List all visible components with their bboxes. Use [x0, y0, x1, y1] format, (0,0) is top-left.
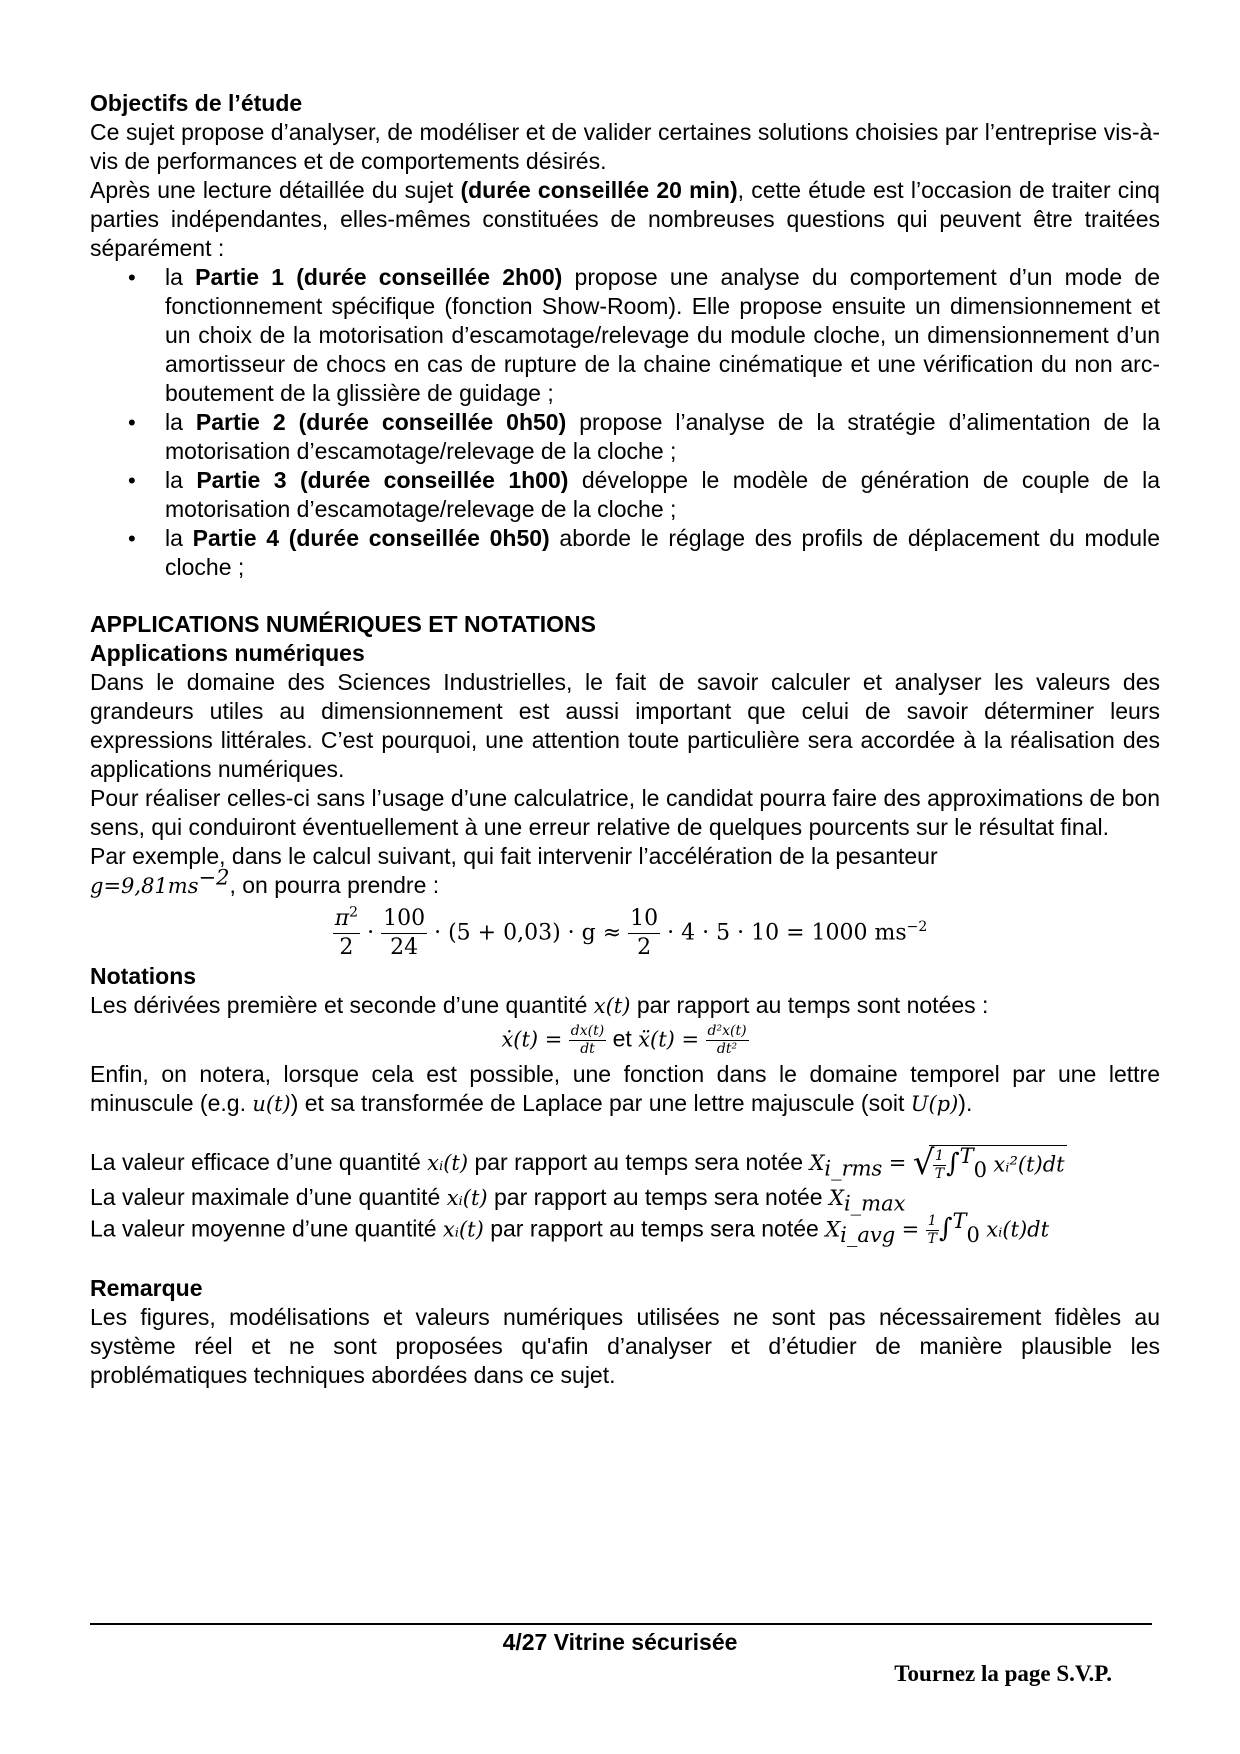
turn-page-note: Tournez la page S.V.P. [894, 1661, 1112, 1686]
applications-subtitle: Applications numériques [90, 640, 365, 666]
notations-title: Notations [90, 963, 197, 989]
remark-paragraph: Les figures, modélisations et valeurs numériques utilisées ne sont pas nécessairement fidèles au système réel et ne sont proposées qu'afin d’analyser et d’étudier de manière plausible les problématiques techniques abordées dans ce sujet. [90, 1304, 1160, 1388]
list-item: • la Partie 1 (durée conseillée 2h00) propose une analyse du comportement d’un mode de fonctionnement spécifique (fonction Show-Room). Elle propose ensuite un dimensionnement et un choix de la motorisation d’escamotage/relevage du module cloche, un dimensionnement d’un amortisseur de chocs en cas de rupture de la chaine cinématique et une vérification du non arc-boutement de la glissière de guidage ; [90, 263, 1160, 408]
footer-divider [90, 1623, 1152, 1625]
max-definition: La valeur maximale d’une quantité xᵢ(t) par rapport au temps sera notée $X_{i\_max}$ [90, 1184, 906, 1216]
applications-paragraph-2: Pour réaliser celles-ci sans l’usage d’une calculatrice, le candidat pourra faire des approximations de bon sens, qui conduiront éventuellement à une erreur relative de quelques pourcents sur le résultat final. [90, 785, 1160, 840]
rms-definition: La valeur efficace d’une quantité xᵢ(t) par rapport au temps sera notée $X_{i\_rms}$ = √ $\frac{1}{T}$ ∫$^T_0$ xᵢ²(t)dt [90, 1143, 1065, 1183]
page-content [90, 89, 1160, 1390]
objectives-paragraph-2: Après une lecture détaillée du sujet (durée conseillée 20 min), cette étude est l’occasion de traiter cinq parties indépendantes, elles-mêmes constituées de nombreuses questions qui peuvent être traitées séparément : [90, 177, 1160, 261]
page-number: 4/27 Vitrine sécurisée [502, 1629, 738, 1655]
example-equation: $\frac{\pi^2}{2}$ · $\frac{100}{24}$ · (5 + 0,03) · g ≈ $\frac{10}{2}$ · 4 · 5 · 10 = 1000 $ms^{-2}$ [334, 904, 928, 960]
derivatives-equation: ẋ(t) = $\frac{dx(t)}{dt}$ et ẍ(t) = $\frac{\text{d²x(t)}}{\text{dt²}}$ [501, 1023, 747, 1057]
applications-title: APPLICATIONS NUMÉRIQUES ET NOTATIONS [90, 611, 597, 637]
notations-paragraph-1: Les dérivées première et seconde d’une quantité x(t) par rapport au temps sont notées : [90, 992, 989, 1018]
remark-title: Remarque [90, 1275, 203, 1301]
objectives-title: Objectifs de l’étude [90, 90, 303, 116]
applications-paragraph-3: Par exemple, dans le calcul suivant, qui fait intervenir l’accélération de la pesanteur $g=9,81ms^{-2}$, on pourra prendre : [90, 843, 938, 898]
list-item: • la Partie 3 (durée conseillée 1h00) développe le modèle de génération de couple de la motorisation d’escamotage/relevage de la cloche ; [90, 466, 1160, 524]
list-item: • la Partie 4 (durée conseillée 0h50) aborde le réglage des profils de déplacement du module cloche ; [90, 524, 1160, 582]
avg-definition: La valeur moyenne d’une quantité xᵢ(t) par rapport au temps sera notée $X_{i\_avg}$ = $\frac{1}{T}$ ∫$^T_0$ xᵢ(t)dt [90, 1208, 1050, 1248]
notations-paragraph-2: Enfin, on notera, lorsque cela est possible, une fonction dans le domaine temporel par une lettre minuscule (e.g. u(t)) et sa transformée de Laplace par une lettre majuscule (soit U(p)). [90, 1061, 1160, 1116]
applications-paragraph-1: Dans le domaine des Sciences Industrielles, le fait de savoir calculer et analyser les valeurs des grandeurs utiles au dimensionnement est aussi important que celui de savoir déterminer leurs expressions littérales. C’est pourquoi, une attention toute particulière sera accordée à la réalisation des applications numériques. [90, 669, 1160, 782]
parts-list [90, 263, 1160, 582]
list-item: • la Partie 2 (durée conseillée 0h50) propose l’analyse de la stratégie d’alimentation de la motorisation d’escamotage/relevage de la cloche ; [90, 408, 1160, 466]
objectives-paragraph-1: Ce sujet propose d’analyser, de modéliser et de valider certaines solutions choisies par l’entreprise vis-à-vis de performances et de comportements désirés. [90, 119, 1160, 174]
